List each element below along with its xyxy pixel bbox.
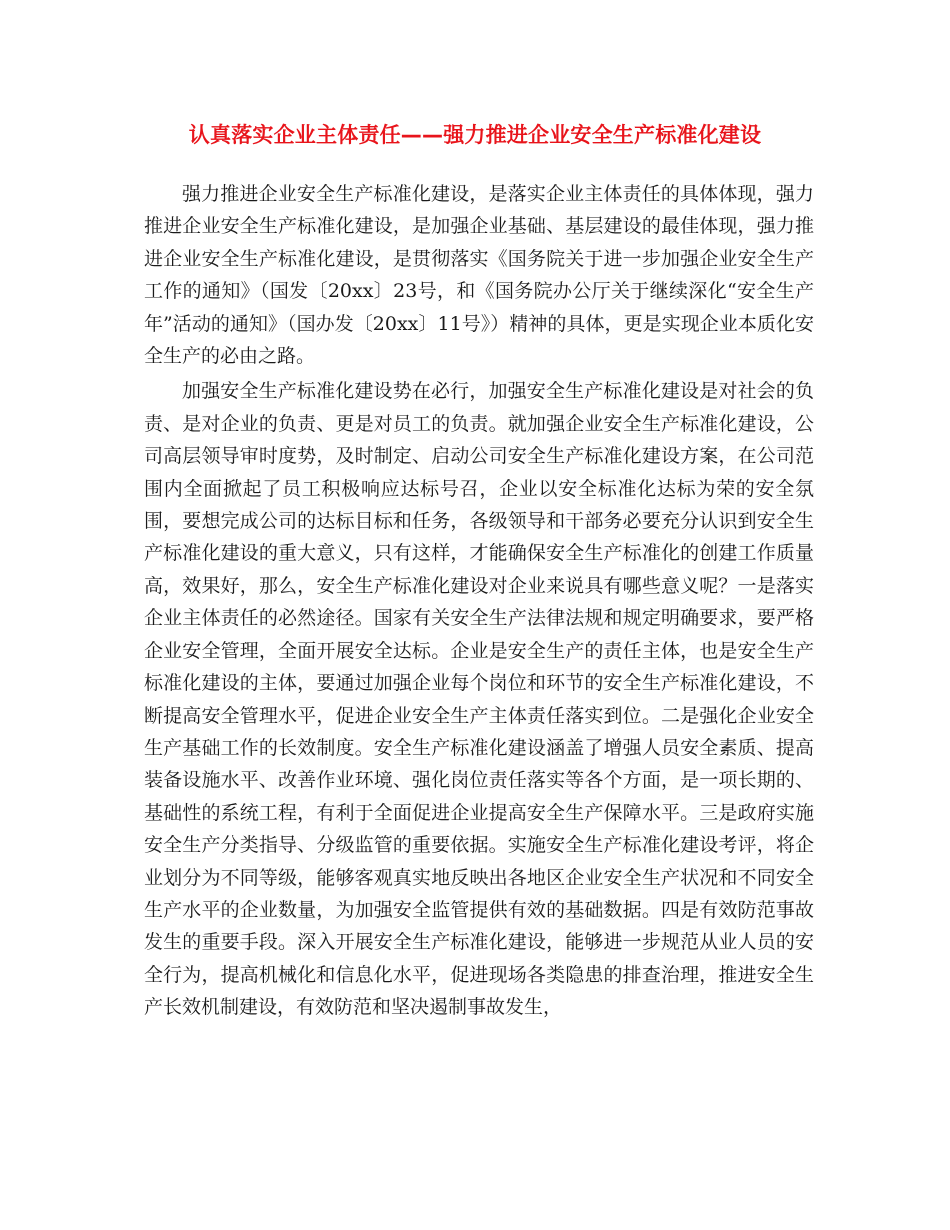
paragraph-intro: 强力推进企业安全生产标准化建设，是落实企业主体责任的具体体现，强力推进企业安全生产标准化建设，是加强企业基础、基层建设的最佳体现，强力推进企业安全生产标准化建设，是贯彻落实《国务院关于进一步加强企业安全生产工作的通知》（国发〔20xx〕23号，和《国务院办公厅关于继续深化“安全生产年”活动的通知》（国办发〔20xx〕11号》）精神的具体，更是实现企业本质化安全生产的必由之路。 [144, 183, 814, 368]
document-title: 认真落实企业主体责任——强力推进企业安全生产标准化建设 [188, 123, 762, 147]
document-body [144, 178, 814, 1024]
paragraph-significance: 加强安全生产标准化建设势在必行，加强安全生产标准化建设是对社会的负责、是对企业的负责、更是对员工的负责。就加强企业安全生产标准化建设，公司高层领导审时度势，及时制定、启动公司安全生产标准化建设方案，在公司范围内全面掀起了员工积极响应达标号召，企业以安全标准化达标为荣的安全氛围，要想完成公司的达标目标和任务，各级领导和干部务必要充分认识到安全生产标准化建设的重大意义，只有这样，才能确保安全生产标准化的创建工作质量高，效果好，那么，安全生产标准化建设对企业来说具有哪些意义呢？一是落实企业主体责任的必然途径。国家有关安全生产法律法规和规定明确要求，要严格企业安全管理，全面开展安全达标。企业是安全生产的责任主体，也是安全生产标准化建设的主体，要通过加强企业每个岗位和环节的安全生产标准化建设，不断提高安全管理水平，促进企业安全生产主体责任落实到位。二是强化企业安全生产基础工作的长效制度。安全生产标准化建设涵盖了增强人员安全素质、提高装备设施水平、改善作业环境、强化岗位责任落实等各个方面，是一项长期的、基础性的系统工程，有利于全面促进企业提高安全生产保障水平。三是政府实施安全生产分类指导、分级监管的重要依据。实施安全生产标准化建设考评，将企业划分为不同等级，能够客观真实地反映出各地区企业安全生产状况和不同安全生产水平的企业数量，为加强安全监管提供有效的基础数据。四是有效防范事故发生的重要手段。深入开展安全生产标准化建设，能够进一步规范从业人员的安全行为，提高机械化和信息化水平，促进现场各类隐患的排查治理，推进安全生产长效机制建设，有效防范和坚决遏制事故发生， [144, 380, 814, 1019]
